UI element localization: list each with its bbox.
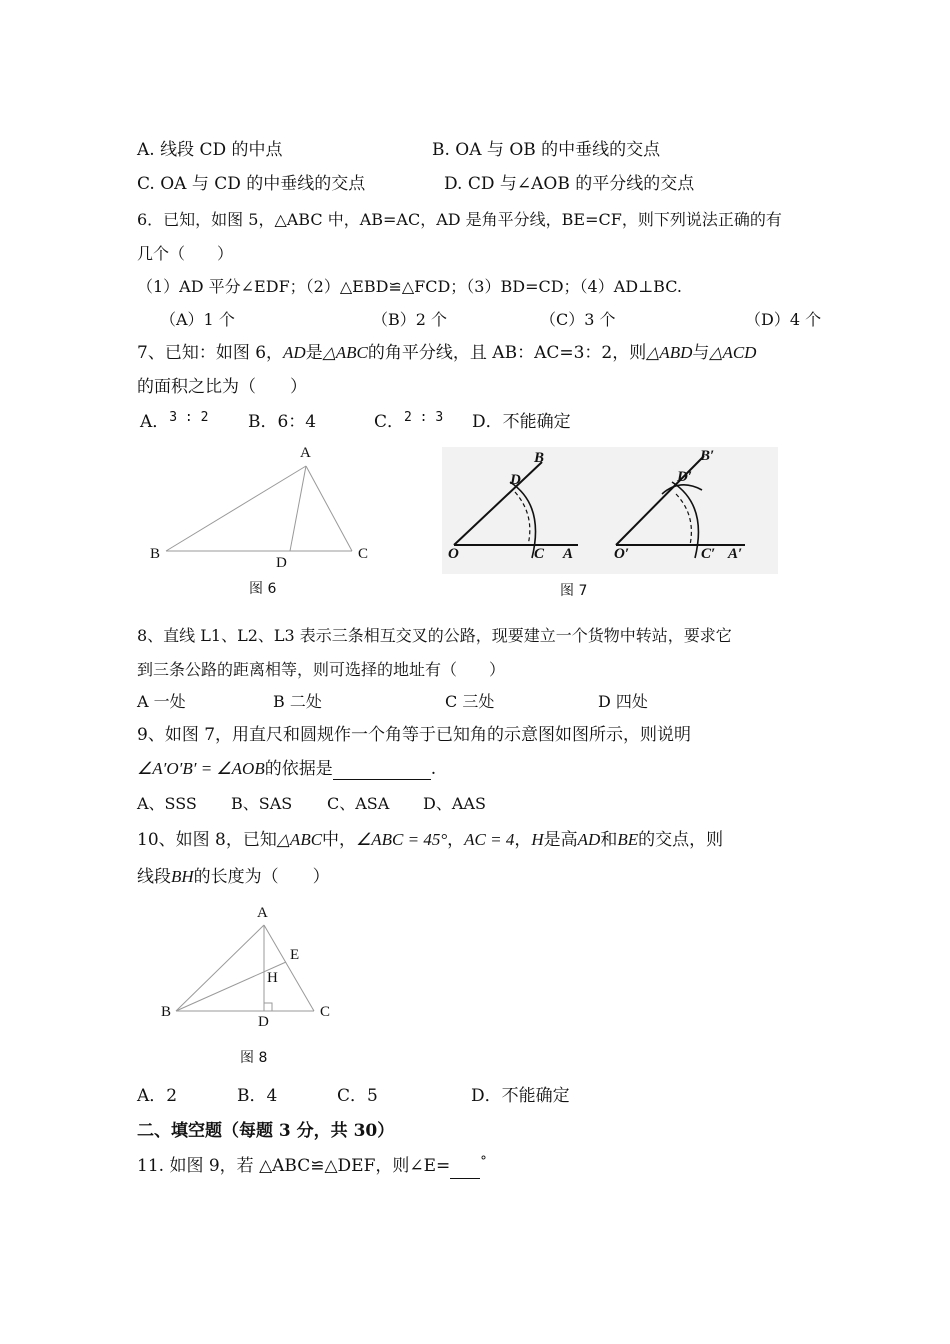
- q5-option-a: A. 线段 CD 的中点: [137, 140, 283, 160]
- q10-tri: △ABC: [276, 830, 323, 849]
- q9-option-b: B、SAS: [231, 794, 293, 813]
- q5-option-c: C. OA 与 CD 的中垂线的交点: [137, 174, 366, 194]
- q10-he: 和: [600, 830, 618, 850]
- fig7-label-a2: A′: [728, 546, 743, 562]
- q10-be: BE: [617, 830, 639, 849]
- fig6-label-b: B: [150, 546, 161, 562]
- fig7-label-a: A: [563, 546, 574, 562]
- q6-option-b: （B）2 个: [372, 310, 448, 329]
- q7-option-a-label: A．: [140, 412, 170, 432]
- q5-option-d: D. CD 与∠AOB 的平分线的交点: [444, 174, 695, 194]
- q10-ad: AD: [577, 830, 601, 849]
- fig8-label-a: A: [257, 905, 268, 921]
- q6-line2: 几个（ ）: [137, 244, 234, 263]
- q10-h: H: [531, 830, 544, 849]
- q10-bh: BH: [171, 867, 194, 886]
- q9-option-d: D、AAS: [423, 794, 486, 813]
- fig8-caption: 图 8: [240, 1050, 268, 1066]
- fig8-label-h: H: [267, 970, 278, 986]
- q10-comma2: ，: [514, 830, 532, 850]
- q10-zhong: 中，: [322, 830, 357, 850]
- q10-shi: 是高: [543, 830, 578, 850]
- q8-option-c: C 三处: [445, 692, 495, 711]
- q11-answer-blank[interactable]: [450, 1162, 480, 1179]
- q8-line1: 8、直线 L1、L2、L3 表示三条相互交叉的公路，现要建立一个货物中转站，要求它: [137, 626, 732, 645]
- fig8-label-e: E: [290, 947, 300, 963]
- q6-line3: （1）AD 平分∠EDF；（2）△EBD≌△FCD；（3）BD=CD；（4）AD⊥BC.: [137, 277, 682, 296]
- q7-option-c-value: 2 : 3: [404, 410, 444, 425]
- fig7-label-d2: D′: [677, 469, 693, 485]
- fig7-label-b: B: [534, 450, 545, 466]
- q10-tail: 的交点，则: [638, 830, 724, 850]
- q5-option-b: B. OA 与 OB 的中垂线的交点: [432, 140, 661, 160]
- q7-and: 与: [692, 343, 710, 363]
- q6-option-c: （C）3 个: [540, 310, 616, 329]
- q9-line1: 9、如图 7，用直尺和圆规作一个角等于已知角的示意图如图所示，则说明: [137, 725, 692, 745]
- fig7-label-c: C: [534, 546, 545, 562]
- fig8-label-c: C: [320, 1004, 331, 1020]
- q10-option-a: A．2: [137, 1086, 178, 1106]
- fig7-caption: 图 7: [560, 583, 588, 599]
- fig7-label-b2: B′: [700, 448, 715, 464]
- q7-tri-acd: △ACD: [709, 343, 757, 362]
- fig7-label-o2: O′: [614, 546, 630, 562]
- q6-option-d: （D）4 个: [745, 310, 822, 329]
- q6-option-a: （A）1 个: [160, 310, 235, 329]
- fig6-label-d: D: [276, 555, 287, 571]
- q7-tri-abc: △ABC: [322, 343, 368, 362]
- q10-angle: ∠ABC = 45°: [356, 830, 448, 849]
- q10-prefix: 10、如图 8，已知: [137, 830, 277, 850]
- q9-end: .: [430, 759, 437, 779]
- fig6-label-c: C: [358, 546, 369, 562]
- q9-option-c: C、ASA: [327, 794, 390, 813]
- q7-option-b: B．6：4: [248, 412, 317, 432]
- q7-ad: AD: [283, 343, 306, 362]
- q10-ac: AC = 4: [464, 830, 515, 849]
- q9-formula: ∠A′O′B′ = ∠AOB: [137, 759, 265, 778]
- q7-option-a-value: 3 : 2: [169, 410, 209, 425]
- q8-line2: 到三条公路的距离相等，则可选择的地址有（ ）: [137, 660, 506, 679]
- section2-title: 二、填空题（每题 3 分，共 30）: [137, 1121, 395, 1141]
- q7-tri-abd: △ABD: [646, 343, 693, 362]
- q11-text: 11. 如图 9，若 △ABC≌△DEF，则∠E=: [137, 1156, 451, 1176]
- q7-is: 是: [305, 343, 323, 363]
- q7-mid: 的角平分线，且 AB：AC=3：2，则: [367, 343, 647, 363]
- q8-option-d: D 四处: [598, 692, 648, 711]
- q7-option-c-label: C．: [374, 412, 405, 432]
- q7-prefix: 7、已知：如图 6，: [137, 343, 284, 363]
- q10-option-d: D．不能确定: [471, 1086, 570, 1106]
- q8-option-b: B 二处: [273, 692, 322, 711]
- q11-line: [137, 1155, 487, 1179]
- fig7-label-d: D: [510, 472, 521, 488]
- q7-option-d: D．不能确定: [472, 412, 571, 432]
- q9-basis: 的依据是: [264, 759, 333, 779]
- q7-line2: 的面积之比为（ ）: [137, 377, 307, 397]
- fig7-label-c2: C′: [701, 546, 716, 562]
- fig8-label-b: B: [161, 1004, 172, 1020]
- fig7-label-o: O: [448, 546, 459, 562]
- fig8-label-d: D: [258, 1014, 269, 1030]
- q10-option-c: C．5: [337, 1086, 378, 1106]
- q8-option-a: A 一处: [137, 692, 186, 711]
- q10-comma1: ，: [447, 830, 465, 850]
- q9-option-a: A、SSS: [137, 794, 197, 813]
- q10-line2-tail: 的长度为（ ）: [193, 867, 330, 887]
- fig8-right-angle-mark: [264, 1003, 272, 1011]
- fig6-caption: 图 6: [249, 581, 277, 597]
- q10-option-b: B．4: [237, 1086, 278, 1106]
- q10-line2-prefix: 线段: [137, 867, 171, 887]
- fig6-label-a: A: [300, 445, 311, 461]
- fig8-side-ab: [176, 925, 264, 1011]
- q11-unit: °: [480, 1154, 487, 1169]
- q6-line1: 6．已知，如图 5，△ABC 中，AB=AC，AD 是角平分线，BE=CF，则下列说法正确的有: [137, 210, 782, 229]
